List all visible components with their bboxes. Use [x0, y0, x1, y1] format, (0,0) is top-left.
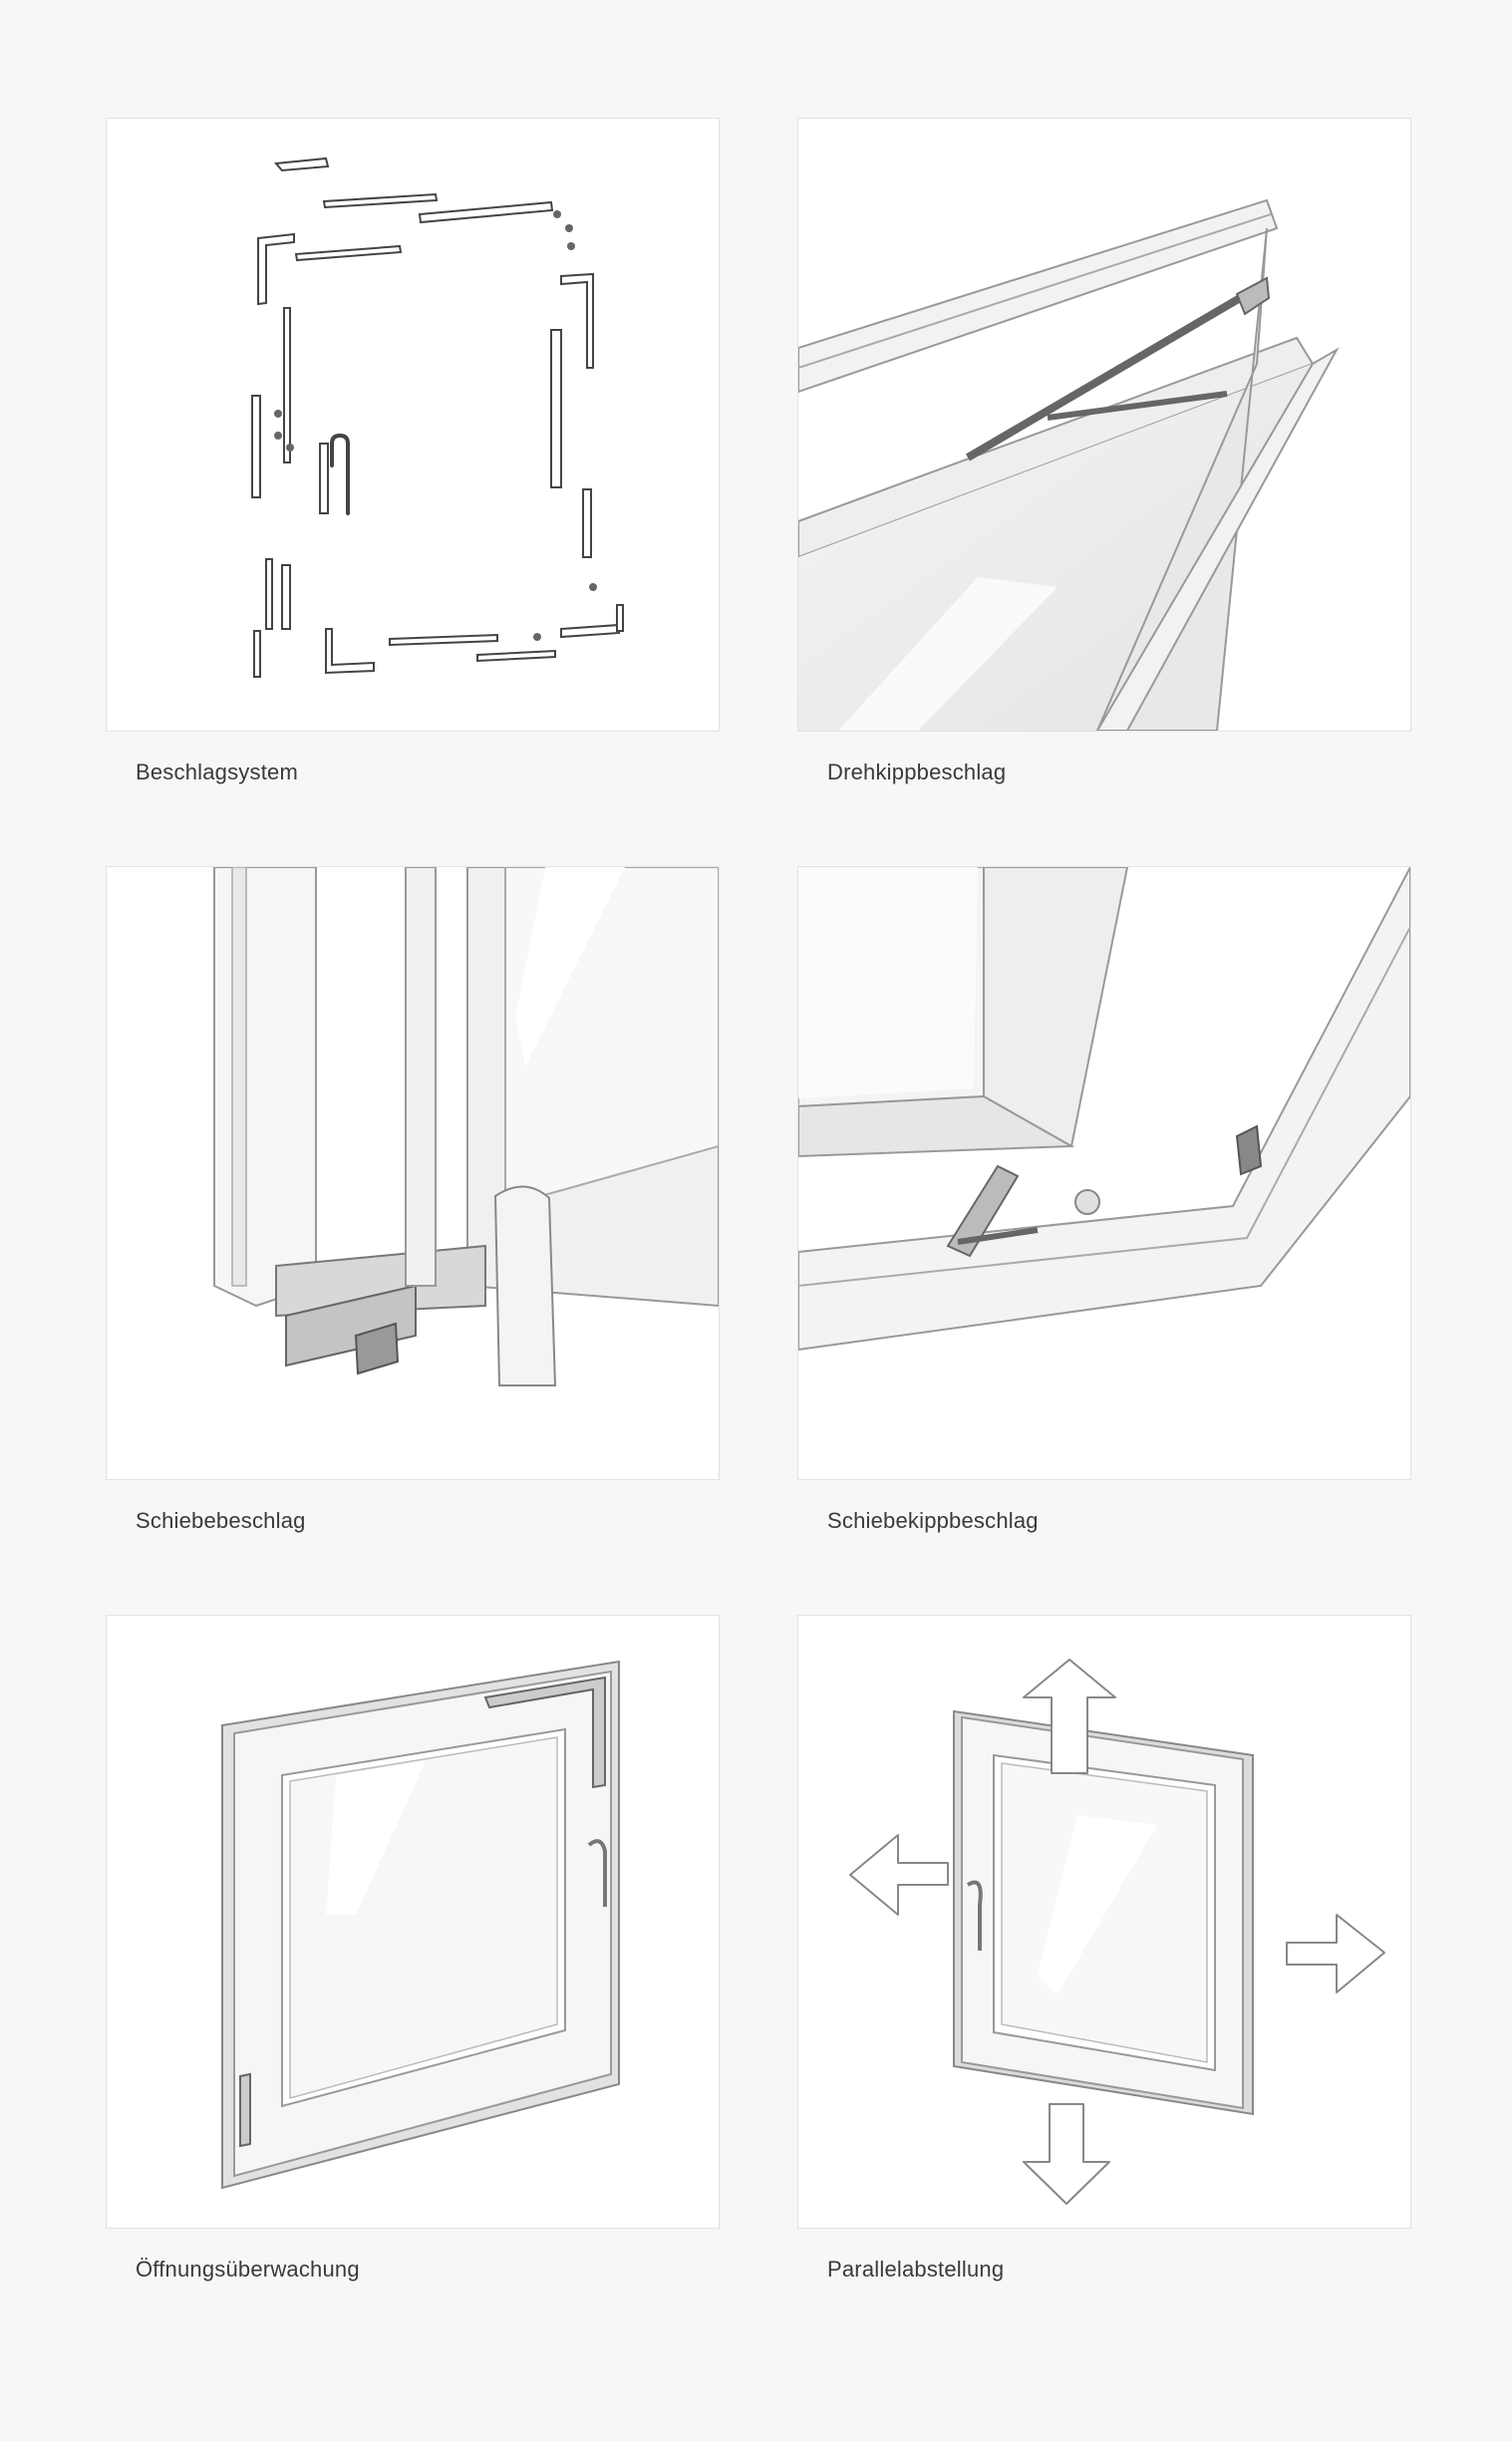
- caption: Beschlagsystem: [136, 760, 298, 784]
- card-parallelabstellung[interactable]: [797, 1615, 1411, 2283]
- tile-image[interactable]: [106, 1615, 720, 2229]
- tile-image[interactable]: [797, 866, 1411, 1480]
- tile-image[interactable]: [106, 118, 720, 732]
- caption: Parallelabstellung: [827, 2257, 1005, 2282]
- caption: Schiebekippbeschlag: [827, 1508, 1039, 1533]
- card-oeffnungsueberwachung[interactable]: [106, 1615, 720, 2283]
- caption: Drehkippbeschlag: [827, 760, 1007, 784]
- card-schiebekippbeschlag[interactable]: [797, 866, 1411, 1534]
- caption: Öffnungsüberwachung: [136, 2257, 360, 2282]
- parallel-opening-icon: [798, 1616, 1410, 2228]
- opening-monitoring-icon: [107, 1616, 719, 2228]
- tilt-turn-fitting-icon: [798, 119, 1410, 731]
- card-schiebebeschlag[interactable]: [106, 866, 720, 1534]
- caption: Schiebebeschlag: [136, 1508, 306, 1533]
- tilt-slide-fitting-icon: [798, 867, 1410, 1479]
- sliding-fitting-icon: [107, 867, 719, 1479]
- exploded-hardware-icon: [107, 119, 719, 731]
- tile-image[interactable]: [797, 1615, 1411, 2229]
- tile-image[interactable]: [797, 118, 1411, 732]
- card-drehkippbeschlag[interactable]: [797, 118, 1411, 785]
- tile-image[interactable]: [106, 866, 720, 1480]
- card-beschlagsystem[interactable]: [106, 118, 720, 785]
